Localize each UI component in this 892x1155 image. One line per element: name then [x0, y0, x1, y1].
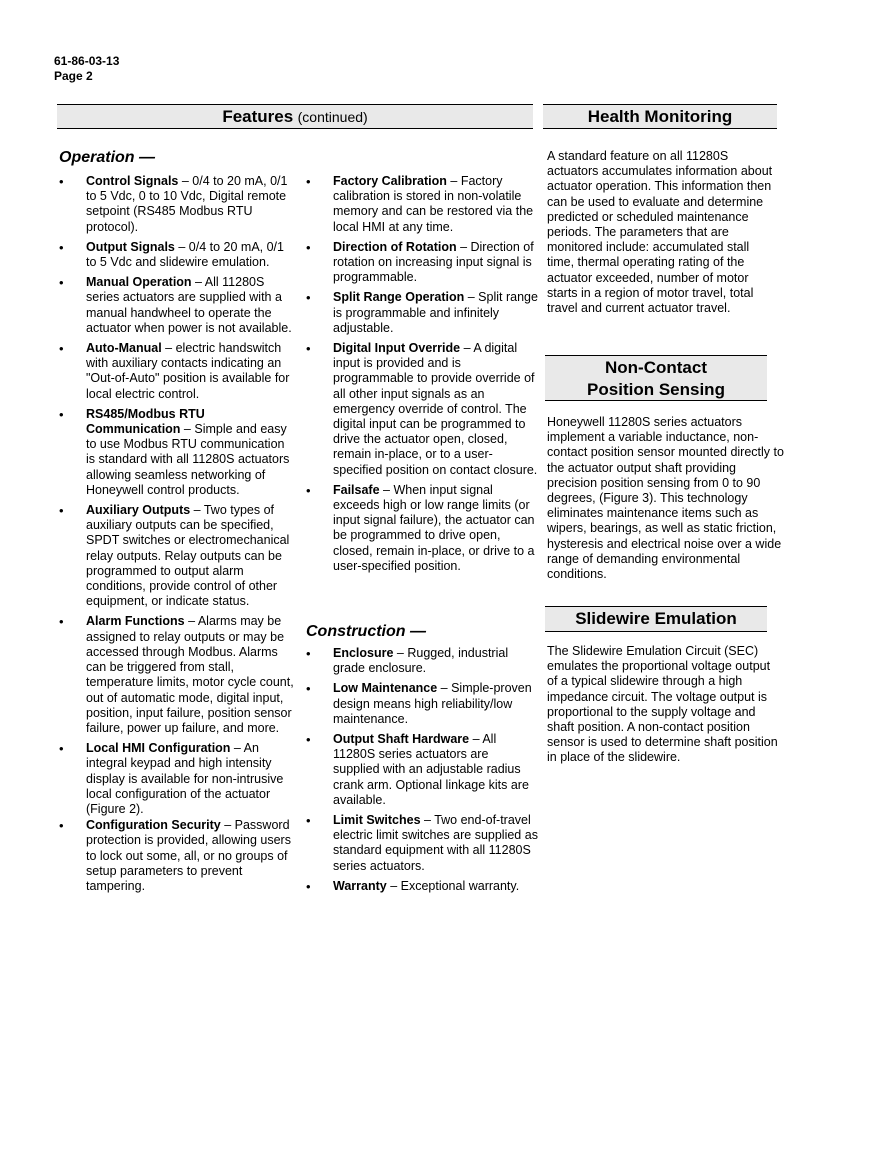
bullet-icon: • [59, 406, 64, 422]
item-desc: – An integral keypad and high intensity display is available for non-intrusive local configuration of the actuator (Figure 2). [86, 741, 284, 816]
bullet-icon: • [306, 878, 311, 894]
item-term: Output Signals [86, 239, 175, 254]
item-desc: – Alarms may be assigned to relay outputs or may be accessed through Modbus. Alarms can be triggered from stall, temperature limits, motor cycle count, out of automatic mode, digital input, position, input failure, position sensor failure, power up failure, and more. [86, 614, 294, 735]
bullet-icon: • [306, 646, 311, 661]
bullet-icon: • [59, 341, 64, 357]
item-term: Output Shaft Hardware [333, 732, 470, 747]
item-desc: – When input signal exceeds high or low range limits (or input signal failure), the actuator can be programmed to drive open, closed, remain in-place, or drive to a user-specified position. [333, 482, 535, 573]
operation-list-col1 [59, 174, 296, 899]
item-desc: – Rugged, industrial grade enclosure. [333, 646, 509, 676]
list-item [306, 290, 538, 336]
item-desc: – Factory calibration is stored in non-volatile memory and can be restored via the local HMI at any time. [333, 174, 534, 234]
operation-heading: Operation — [59, 149, 156, 166]
item-desc: – Simple-proven design means high reliability/low maintenance. [333, 681, 532, 726]
item-desc: – A digital input is provided and is programmable to provide override of all other input signals as an emergency override of control. The digital input can be programmed to drive the actuator open, closed, remain in-place, or to a user-specified position on contact closure. [333, 341, 538, 477]
list-item [59, 174, 296, 235]
list-item [59, 275, 296, 336]
bullet-icon: • [59, 503, 64, 519]
non-contact-title-line1: Non-Contact [605, 358, 707, 377]
features-banner [57, 104, 533, 129]
list-item [306, 341, 538, 478]
item-desc: – Exceptional warranty. [386, 878, 520, 893]
bullet-icon: • [306, 813, 311, 829]
health-monitoring-body: A standard feature on all 11280S actuators accumulates information about actuator operation. This information then can be used to evaluate and determine predicted or scheduled maintenance periods. The parameters that are monitored include: accumulated stall time, thermal operating rating of the actuator exceeded, number of motor starts in a region of motor travel, total travel and current actuator travel. [547, 149, 773, 316]
bullet-icon: • [306, 482, 311, 498]
list-item [306, 174, 538, 235]
item-term: Manual Operation [86, 275, 192, 290]
item-desc: – Two types of auxiliary outputs can be specified, SPDT switches or electromechanical relay outputs. Relay outputs can be programmed to output alarm conditions, provide control of other equipment, or indicate status. [86, 503, 290, 609]
item-term: RS485/Modbus RTU Communication [86, 406, 205, 437]
doc-number: 61-86-03-13 [54, 54, 120, 68]
item-term: Direction of Rotation [333, 239, 457, 254]
item-term: Configuration Security [86, 818, 221, 833]
item-desc: – Direction of rotation on increasing input signal is programmable. [333, 239, 534, 285]
bullet-icon: • [59, 275, 64, 291]
bullet-icon: • [59, 818, 64, 834]
operation-list-col2 [306, 174, 538, 579]
item-desc: – Password protection is provided, allowing users to lock out some, all, or no groups of setup parameters to prevent tampering. [86, 818, 291, 893]
item-desc: – 0/4 to 20 mA, 0/1 to 5 Vdc and slidewire emulation. [86, 239, 284, 270]
list-item [306, 681, 538, 727]
bullet-icon: • [306, 239, 311, 255]
item-term: Auxiliary Outputs [86, 503, 191, 518]
list-item [306, 879, 538, 894]
bullet-icon: • [59, 741, 64, 757]
bullet-icon: • [59, 174, 64, 189]
bullet-icon: • [306, 732, 311, 748]
item-desc: – Two end-of-travel electric limit switches are supplied as standard equipment with all 11280S series actuators. [333, 813, 538, 873]
item-term: Enclosure [333, 646, 394, 660]
list-item [306, 240, 538, 286]
item-desc: – Split range is programmable and infinitely adjustable. [333, 290, 538, 335]
item-term: Auto-Manual [86, 341, 162, 356]
slidewire-banner: Slidewire Emulation [545, 606, 767, 632]
bullet-icon: • [306, 290, 311, 306]
list-item [306, 732, 538, 808]
features-title: Features [222, 107, 294, 126]
bullet-icon: • [306, 174, 311, 189]
slidewire-body: The Slidewire Emulation Circuit (SEC) emulates the proportional voltage output of a typical slidewire through a high impedance circuit. The voltage output is proportional to the supply voltage and shaft position. A non-contact position sensor is used to determine shaft position in place of the slidewire. [547, 644, 778, 765]
list-item [59, 407, 296, 498]
item-term: Local HMI Configuration [86, 741, 231, 756]
health-monitoring-banner: Health Monitoring [543, 104, 777, 129]
item-desc: – 0/4 to 20 mA, 0/1 to 5 Vdc, 0 to 10 Vdc, Digital remote setpoint (RS485 Modbus RTU protocol). [86, 174, 288, 234]
construction-heading: Construction — [306, 623, 426, 640]
item-term: Control Signals [86, 174, 179, 188]
non-contact-title-line2: Position Sensing [587, 380, 725, 399]
list-item [59, 614, 296, 736]
item-desc: – All 11280S series actuators are supplied with an adjustable radius crank arm. Optional linkage kits are available. [333, 732, 529, 807]
features-subtitle: (continued) [297, 109, 368, 125]
bullet-icon: • [306, 341, 311, 357]
item-term: Factory Calibration [333, 174, 447, 188]
list-item [59, 741, 296, 817]
list-item [59, 503, 296, 609]
list-item [306, 646, 538, 676]
bullet-icon: • [59, 614, 64, 630]
list-item [59, 341, 296, 402]
list-item [306, 813, 538, 874]
construction-list [306, 646, 538, 899]
item-term: Split Range Operation [333, 290, 465, 305]
item-term: Alarm Functions [86, 614, 185, 629]
item-term: Failsafe [333, 482, 380, 497]
document-header [54, 54, 119, 84]
non-contact-body: Honeywell 11280S series actuators implement a variable inductance, non-contact position sensor mounted directly to the actuator output shaft providing precision position sensing from 0 to 90 degrees, (Figure 3). This technology eliminates maintenance items such as wipers, bearings, as well as static friction, hysteresis and electrical noise over a wide range of demanding environmental conditions. [547, 415, 784, 582]
list-item [306, 483, 538, 574]
list-item [59, 818, 296, 894]
item-term: Warranty [333, 878, 387, 893]
non-contact-banner [545, 355, 767, 401]
item-term: Limit Switches [333, 813, 421, 828]
item-desc: – Simple and easy to use Modbus RTU communication is standard with all 11280S actuators allowing seamless networking of Honeywell control products. [86, 422, 290, 497]
list-item [59, 240, 296, 270]
item-term: Digital Input Override [333, 341, 461, 356]
bullet-icon: • [59, 239, 64, 255]
item-term: Low Maintenance [333, 681, 438, 696]
page-label: Page 2 [54, 69, 93, 83]
item-desc: – All 11280S series actuators are supplied with a manual handwheel to operate the actuator when power is not available. [86, 275, 292, 335]
item-desc: – electric handswitch with auxiliary contacts indicating an "Out-of-Auto" position is available for local electric control. [86, 341, 290, 401]
bullet-icon: • [306, 681, 311, 697]
